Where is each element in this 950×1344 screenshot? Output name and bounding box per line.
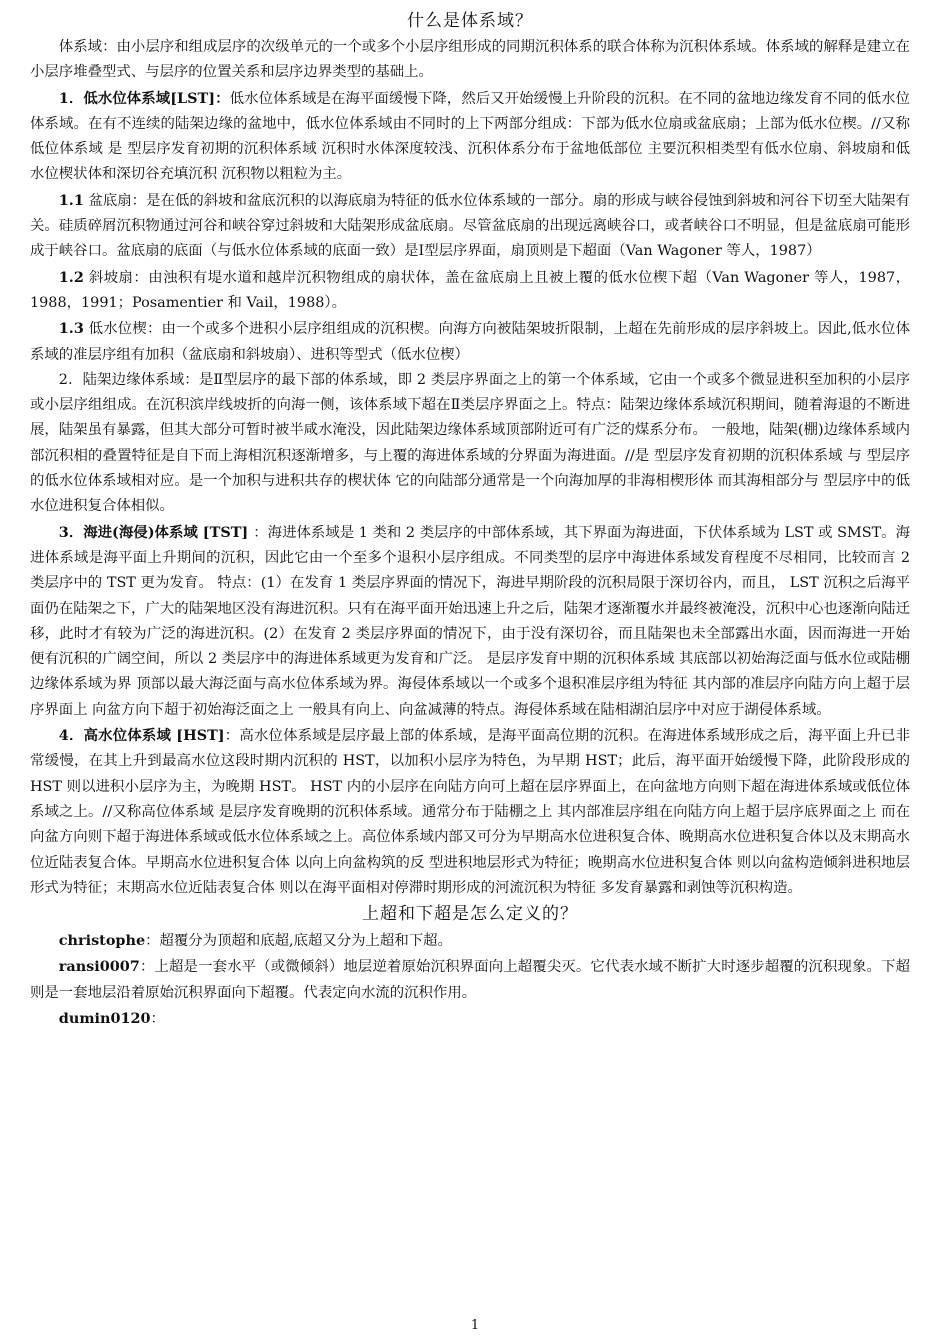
reply-christophe	[30, 928, 910, 954]
section-1-2-text: 斜坡扇：由浊积有堤水道和越岸沉积物组成的扇状体，盖在盆底扇上且被上覆的低水位楔下超（Van Wagoner 等人，1987，1988，1991；Posamentier 和 Vail，1988）。	[30, 269, 910, 311]
section-lst-text: 低水位体系域是在海平面缓慢下降，然后又开始缓慢上升阶段的沉积。在不同的盆地边缘发育不同的低水位体系域。在有不连续的陆架边缘的盆地中，低水位体系域由不同时的上下两部分组成：下部为低水位扇或盆底扇；上部为低水位楔。//又称低位体系域 是 型层序发育初期的沉积体系域 沉积时水体深度较浅、沉积体系分布于盆地低部位 主要沉积相类型有低水位扇、斜坡扇和低水位楔状体和深切谷充填沉积 沉积物以粗粒为主。	[30, 90, 910, 183]
intro-text: 体系域：由小层序和组成层序的次级单元的一个或多个小层序组形成的同期沉积体系的联合体称为沉积体系域。体系域的解释是建立在小层序堆叠型式、与层序的位置关系和层序边界类型的基础上。	[30, 39, 910, 81]
section-hst-text: ：高水位体系域是层序最上部的体系域，是海平面高位期的沉积。在海进体系域形成之后，海平面上升已非常缓慢，在其上升到最高水位这段时期内沉积的 HST，以加积小层序为特色，为早期 HST；此后，海平面开始缓慢下降，此阶段形成的 HST 则以进积小层序为主，为晚期 HST。 HST 内的小层序在向陆方向可上超在层序界面上，在向盆地方向则下超在海进体系域或低位体系域之上。//又称高位体系域 是层序发育晚期的沉积体系域。通常分布于陆棚之上 其内部准层序组在向陆方向上超于层序底界面之上 而在向盆方向则下超于海进体系域或低水位体系域之上。高位体系域内部又可分为早期高水位进积复合体、晚期高水位进积复合体以及末期高水位近陆表复合体。早期高水位进积复合体 以向上向盆构筑的反 型进积地层形式为特征；晚期高水位进积复合体 则以向盆构造倾斜进积地层形式为特征；末期高水位近陆表复合体 则以在海平面相对停滞时期形成的河流沉积为特征 多发育暴露和剥蚀等沉积构造。	[30, 728, 910, 896]
section-lst-heading: 1．低水位体系域[LST]：	[58, 89, 230, 107]
section-tst-heading: 3．海进(海侵)体系域 [TST]	[58, 523, 254, 541]
section-smst-text: 2．陆架边缘体系域：是Ⅱ型层序的最下部的体系域，即 2 类层序界面之上的第一个体系域，它由一个或多个微显进积至加积的小层序或小层序组组成。在沉积滨岸线坡折的向海一侧，该体系域下超在Ⅱ类层序界面之上。特点：陆架边缘体系域沉积期间，随着海退的不断进展，陆架虽有暴露，但其大部分可暂时被半咸水淹没，因此陆架边缘体系域顶部附近可有广泛的煤系分布。 一般地，陆架(棚)边缘体系域内部沉积相的叠置特征是自下而上海相沉积逐渐增多，与上覆的海进体系域的分界面为海进面。//是 型层序发育初期的沉积体系域 与 型层序的低水位体系域相对应。是一个加积与进积共存的楔状体 它的向陆部分通常是一个向海加厚的非海相楔形体 而其海相部分与 型层序中的低水位进积复合体相似。	[30, 371, 910, 515]
reply-text-dumin0120: ：	[150, 1010, 165, 1027]
section-1-3-text: 低水位楔：由一个或多个进积小层序组组成的沉积楔。向海方向被陆架坡折限制，上超在先前形成的层序斜坡上。因此,低水位体系域的准层序组有加积（盆底扇和斜坡扇）、进积等型式（低水位楔）	[30, 321, 910, 363]
second-title: 上超和下超是怎么定义的？	[362, 904, 578, 925]
section-1-2-number: 1.2	[58, 268, 84, 286]
page-number: 1	[470, 1318, 480, 1333]
section-1-3-number: 1.3	[58, 320, 84, 338]
reply-text-christophe: ：超覆分为顶超和底超,底超又分为上超和下超。	[145, 933, 452, 950]
section-slope-fan	[30, 265, 910, 317]
document-page	[30, 8, 910, 1032]
section-lst	[30, 86, 910, 188]
reply-ransi0007	[30, 954, 910, 1006]
reply-text-ransi0007: ：上超是一套水平（或微倾斜）地层逆着原始沉积界面向上超覆尖灭。它代表水域不断扩大时逐步超覆的沉积现象。下超则是一套地层沿着原始沉积界面向下超覆。代表定向水流的沉积作用。	[30, 959, 910, 1001]
section-lowstand-wedge	[30, 316, 910, 368]
reply-dumin0120	[30, 1006, 910, 1032]
section-1-1-text: 盆底扇：是在低的斜坡和盆底沉积的以海底扇为特征的低水位体系域的一部分。扇的形成与峡谷侵蚀到斜坡和河谷下切至大陆架有关。硅质碎屑沉积物通过河谷和峡谷穿过斜坡和大陆架形成盆底扇。尽管盆底扇的出现远离峡谷口，或者峡谷口不明显，但是盆底扇可能形成于峡谷口。盆底扇的底面（与低水位体系域的底面一致）是Ⅰ型层序界面，扇顶则是下超面（Van Wagoner 等人，1987）	[30, 192, 910, 260]
reply-user-christophe: christophe	[58, 932, 146, 950]
section-tst-text: ：海进体系域是 1 类和 2 类层序的中部体系域，其下界面为海进面，下伏体系域为 LST 或 SMST。海进体系域是海平面上升期间的沉积，因此它由一个至多个退积小层序组成。不同类型的层序中海进体系域发育程度不尽相同，比较而言 2 类层序中的 TST 更为发育。 特点：(1）在发育 1 类层序界面的情况下，海进早期阶段的沉积局限于深切谷内，而且， LST 沉积之后海平面仍在陆架之下，广大的陆架地区没有海进沉积。只有在海平面开始迅速上升之后，陆架才逐渐覆水并最终被淹没，沉积中心也逐渐向陆迁移，此时才有较为广泛的海进沉积。(2）在发育 2 类层序界面的情况下，由于没有深切谷，而且陆架也未全部露出水面，因而海进一开始便有沉积的广阔空间，所以 2 类层序中的海进体系域更为发育和广泛。 是层序发育中期的沉积体系域 其底部以初始海泛面与低水位或陆棚边缘体系域为界 顶部以最大海泛面与高水位体系域为界。海侵体系域以一个或多个退积准层序组为特征 其内部的准层序向陆方向上超于层序界面上 向盆方向下超于初始海泛面之上 一般具有向上、向盆减薄的特点。海侵体系域在陆相湖泊层序中对应于湖侵体系域。	[30, 524, 910, 718]
section-smst	[30, 368, 910, 520]
intro-paragraph	[30, 35, 910, 86]
reply-user-ransi0007: ransi0007	[58, 958, 140, 976]
section-tst	[30, 520, 910, 723]
section-hst	[30, 723, 910, 901]
section-hst-heading: 4．高水位体系域 [HST]	[58, 727, 225, 745]
reply-user-dumin0120: dumin0120	[58, 1009, 151, 1027]
section-basin-floor-fan	[30, 188, 910, 265]
page-title: 什么是体系域？	[407, 11, 533, 31]
section-1-1-number: 1.1	[58, 191, 84, 209]
